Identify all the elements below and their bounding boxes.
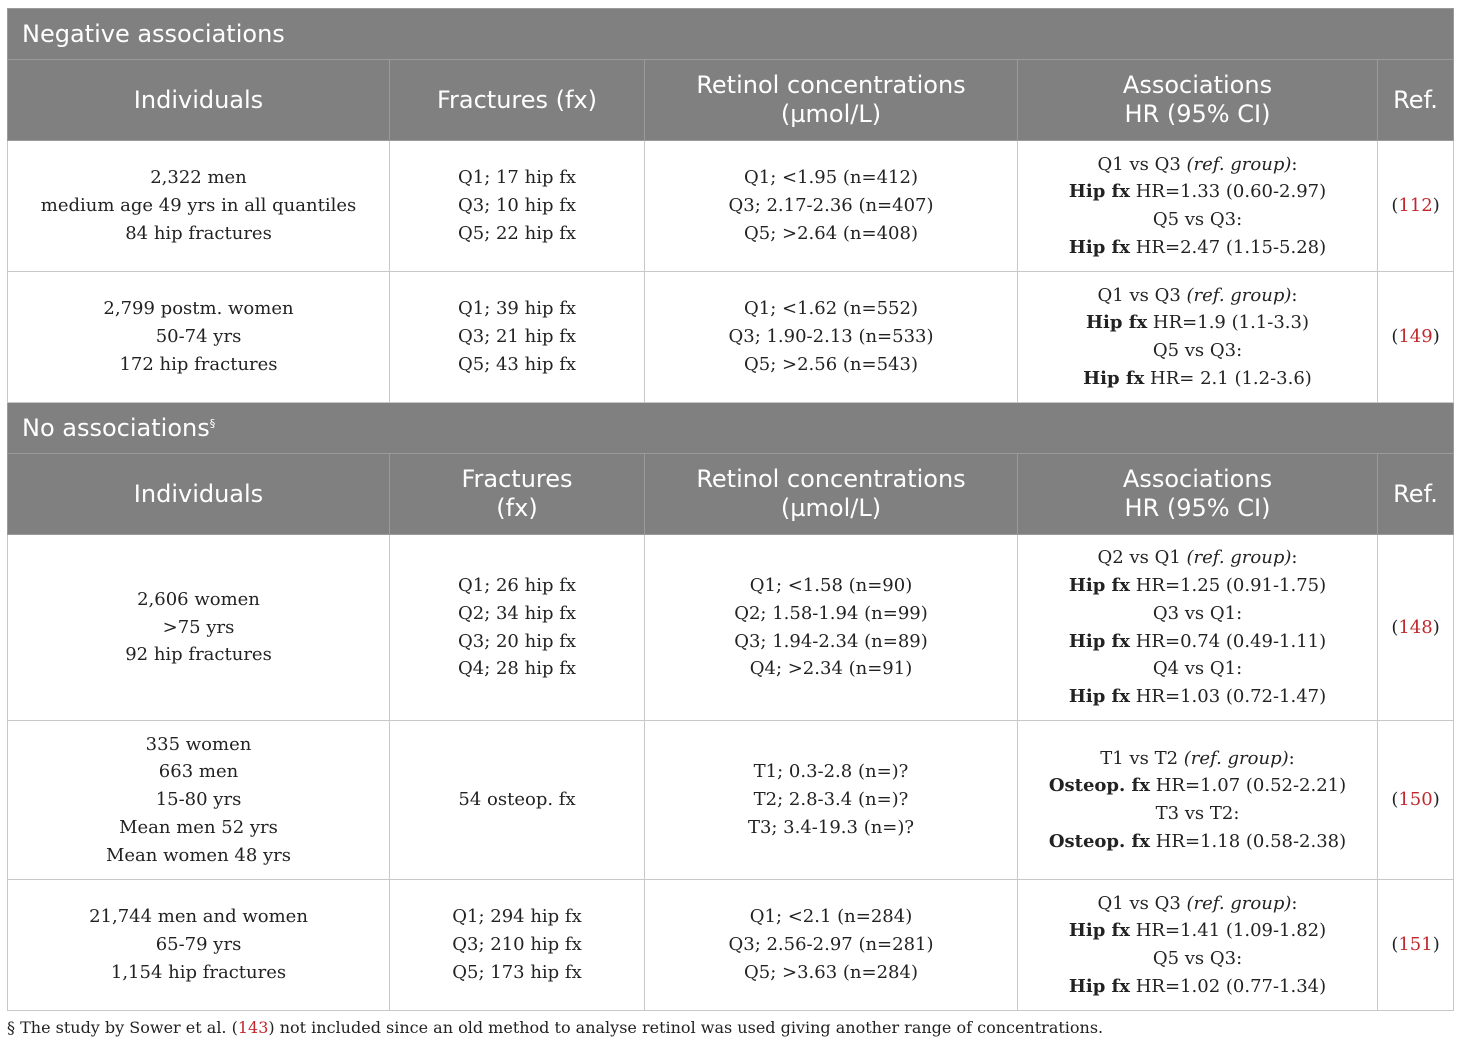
assoc-fx-type: Hip fx [1068, 920, 1131, 942]
section-header [8, 9, 1454, 60]
assoc-line [1018, 683, 1377, 711]
ref-paren: ) [1432, 616, 1440, 638]
assoc-line: Q3 vs Q1: [1152, 602, 1243, 624]
column-header-row [8, 60, 1454, 141]
assoc-line [1018, 628, 1377, 656]
cell-individuals [8, 272, 390, 403]
cell-ref [1378, 880, 1454, 1011]
cell-line: 54 osteop. fx [458, 789, 576, 811]
assoc-hr: HR=1.9 (1.1-3.3) [1147, 312, 1309, 334]
table-row [8, 272, 1454, 403]
cell-line: Q3; 2.56-2.97 (n=281) [728, 934, 934, 956]
ref-paren: ( [1391, 326, 1399, 348]
assoc-comparison: T1 vs T2 [1100, 747, 1184, 769]
cell-line: Q1; 17 hip fx [457, 167, 577, 189]
assoc-line [1018, 772, 1377, 800]
assoc-comparison: Q1 vs Q3 [1097, 284, 1187, 306]
cell-line: Q3; 210 hip fx [452, 934, 582, 956]
cell-associations [1018, 272, 1378, 403]
header-line: Ref. [1393, 85, 1438, 114]
assoc-fx-type: Hip fx [1086, 312, 1148, 334]
assoc-fx-type: Osteop. fx [1048, 775, 1151, 797]
cell-line: 92 hip fractures [125, 644, 272, 666]
cell-line: Q5; >2.56 (n=543) [744, 353, 918, 375]
cell-individuals [8, 535, 390, 721]
header-line: HR (95% CI) [1124, 494, 1271, 522]
assoc-colon: : [1291, 547, 1298, 569]
cell-line: Q1; <2.1 (n=284) [749, 906, 913, 928]
ref-link[interactable]: 150 [1398, 789, 1433, 811]
assoc-line [1018, 572, 1377, 600]
cell-line: 50-74 yrs [155, 326, 242, 348]
assoc-hr: HR=1.03 (0.72-1.47) [1130, 685, 1327, 707]
cell-line: T1; 0.3-2.8 (n=)? [753, 761, 909, 783]
cell-retinol [645, 141, 1018, 272]
header-line: Associations [1122, 71, 1273, 99]
cell-fractures [390, 721, 645, 880]
assoc-hr: HR=2.47 (1.15-5.28) [1130, 236, 1327, 258]
cell-line: Q2; 34 hip fx [457, 602, 577, 624]
assoc-hr: HR=1.02 (0.77-1.34) [1130, 975, 1327, 997]
header-line: HR (95% CI) [1124, 100, 1271, 128]
col-header-fractures [390, 454, 645, 535]
cell-line: 2,606 women [137, 588, 260, 610]
cell-individuals [8, 141, 390, 272]
cell-line: T3; 3.4-19.3 (n=)? [747, 816, 915, 838]
section-title-cell [8, 403, 1454, 454]
cell-line: 65-79 yrs [155, 934, 242, 956]
table-row [8, 141, 1454, 272]
cell-retinol [645, 880, 1018, 1011]
cell-line: 172 hip fractures [119, 353, 278, 375]
footnote [7, 1018, 1103, 1037]
header-line: Fractures [461, 465, 573, 493]
assoc-colon: : [1288, 747, 1295, 769]
section-title: No associations [22, 414, 210, 442]
cell-line: Q1; <1.58 (n=90) [749, 575, 913, 597]
footnote-text-end: ) not included since an old method to analyse retinol was used giving another range of concentrations. [268, 1018, 1104, 1037]
header-line: Retinol concentrations [696, 71, 966, 99]
assoc-fx-type: Hip fx [1083, 367, 1145, 389]
col-header-associations [1018, 454, 1378, 535]
cell-line: 1,154 hip fractures [110, 961, 287, 983]
col-header-ref [1378, 60, 1454, 141]
assoc-line: Q5 vs Q3: [1152, 209, 1243, 230]
cell-line: 84 hip fractures [125, 222, 272, 244]
cell-ref [1378, 272, 1454, 403]
cell-line: Q1; 39 hip fx [457, 298, 577, 320]
assoc-line [1018, 365, 1377, 393]
assoc-line [1018, 178, 1377, 206]
col-header-retinol [645, 454, 1018, 535]
cell-associations [1018, 721, 1378, 880]
assoc-fx-type: Hip fx [1068, 575, 1131, 597]
assoc-colon: : [1291, 284, 1298, 306]
ref-paren: ( [1391, 616, 1399, 638]
column-header-row [8, 454, 1454, 535]
assoc-fx-type: Hip fx [1068, 236, 1131, 258]
assoc-colon: : [1291, 153, 1298, 175]
cell-ref [1378, 535, 1454, 721]
cell-line: Q5; 173 hip fx [452, 961, 582, 983]
cell-fractures [390, 535, 645, 721]
assoc-line: Q5 vs Q3: [1152, 340, 1243, 361]
assoc-line [1018, 745, 1377, 773]
assoc-ref-group: (ref. group) [1186, 153, 1292, 175]
cell-retinol [645, 535, 1018, 721]
section-title-cell [8, 9, 1454, 60]
assoc-comparison: Q1 vs Q3 [1097, 153, 1187, 175]
header-line: (µmol/L) [780, 494, 882, 522]
header-line: (fx) [496, 494, 538, 522]
cell-line: medium age 49 yrs in all quantiles [40, 195, 357, 217]
col-header-ref [1378, 454, 1454, 535]
cell-line: 663 men [158, 761, 239, 783]
cell-fractures [390, 272, 645, 403]
assoc-line [1018, 973, 1377, 1001]
cell-ref [1378, 141, 1454, 272]
assoc-comparison: Q2 vs Q1 [1097, 547, 1187, 569]
cell-line: Q3; 20 hip fx [457, 630, 577, 652]
col-header-associations [1018, 60, 1378, 141]
cell-ref [1378, 721, 1454, 880]
cell-associations [1018, 880, 1378, 1011]
cell-individuals [8, 721, 390, 880]
assoc-line [1018, 828, 1377, 856]
header-line: Retinol concentrations [696, 465, 966, 493]
cell-line: Q3; 10 hip fx [457, 195, 577, 217]
cell-line: Q3; 1.94-2.34 (n=89) [734, 630, 928, 652]
cell-fractures [390, 141, 645, 272]
cell-line: Mean men 52 yrs [119, 816, 278, 838]
assoc-hr: HR=0.74 (0.49-1.11) [1130, 630, 1327, 652]
cell-line: Q5; 43 hip fx [457, 353, 577, 375]
header-line: Individuals [133, 85, 264, 114]
ref-paren: ) [1432, 789, 1440, 811]
assoc-comparison: Q1 vs Q3 [1097, 892, 1187, 914]
col-header-fractures [390, 60, 645, 141]
cell-line: Q5; 22 hip fx [457, 222, 577, 244]
retinol-fracture-table [7, 8, 1454, 1011]
table-row [8, 535, 1454, 721]
ref-paren: ( [1391, 195, 1399, 217]
assoc-ref-group: (ref. group) [1183, 747, 1289, 769]
assoc-ref-group: (ref. group) [1186, 892, 1292, 914]
assoc-ref-group: (ref. group) [1186, 547, 1292, 569]
assoc-line: Q4 vs Q1: [1152, 658, 1243, 680]
assoc-line [1018, 309, 1377, 337]
assoc-line: T3 vs T2: [1155, 803, 1240, 824]
assoc-fx-type: Osteop. fx [1048, 830, 1151, 852]
cell-line: Q1; <1.62 (n=552) [744, 298, 918, 320]
cell-line: 15-80 yrs [155, 789, 242, 811]
assoc-hr: HR=1.07 (0.52-2.21) [1150, 775, 1347, 797]
table-row [8, 880, 1454, 1011]
cell-line: 335 women [145, 733, 252, 755]
ref-paren: ) [1432, 195, 1440, 217]
assoc-line: Q5 vs Q3: [1152, 948, 1243, 969]
cell-line: Mean women 48 yrs [105, 844, 292, 866]
ref-paren: ) [1432, 326, 1440, 348]
cell-line: Q1; 294 hip fx [452, 906, 582, 928]
assoc-colon: : [1291, 892, 1298, 914]
cell-retinol [645, 721, 1018, 880]
cell-line: Q3; 1.90-2.13 (n=533) [728, 326, 934, 348]
cell-line: Q1; <1.95 (n=412) [744, 167, 918, 189]
assoc-line [1018, 917, 1377, 945]
assoc-line [1018, 890, 1377, 918]
cell-line: 2,799 postm. women [103, 298, 294, 320]
assoc-line [1018, 151, 1377, 179]
assoc-hr: HR=1.18 (0.58-2.38) [1150, 830, 1347, 852]
ref-link[interactable]: 151 [1398, 934, 1433, 956]
cell-line: T2; 2.8-3.4 (n=)? [753, 789, 909, 811]
ref-link[interactable]: 112 [1398, 195, 1433, 217]
cell-line: Q3; 21 hip fx [457, 326, 577, 348]
cell-line: Q4; >2.34 (n=91) [749, 658, 913, 680]
footnote-ref-link[interactable]: 143 [237, 1018, 269, 1037]
col-header-retinol [645, 60, 1018, 141]
cell-line: Q1; 26 hip fx [457, 575, 577, 597]
section-title-mark: § [209, 417, 216, 430]
cell-line: 21,744 men and women [89, 906, 308, 928]
assoc-fx-type: Hip fx [1068, 685, 1131, 707]
assoc-fx-type: Hip fx [1068, 630, 1131, 652]
ref-paren: ( [1391, 789, 1399, 811]
assoc-fx-type: Hip fx [1068, 181, 1131, 203]
cell-line: Q5; >3.63 (n=284) [744, 961, 918, 983]
cell-line: Q3; 2.17-2.36 (n=407) [728, 195, 934, 217]
cell-line: Q5; >2.64 (n=408) [744, 222, 918, 244]
header-line: (µmol/L) [780, 100, 882, 128]
cell-line: >75 yrs [162, 616, 235, 638]
ref-paren: ) [1432, 934, 1440, 956]
header-line: Associations [1122, 465, 1273, 493]
section-title: Negative associations [22, 20, 285, 48]
cell-line: Q2; 1.58-1.94 (n=99) [734, 602, 928, 624]
assoc-fx-type: Hip fx [1068, 975, 1131, 997]
assoc-line [1018, 544, 1377, 572]
cell-line: Q4; 28 hip fx [457, 658, 577, 680]
header-line: Fractures (fx) [436, 85, 598, 114]
col-header-individuals [8, 454, 390, 535]
assoc-hr: HR=1.25 (0.91-1.75) [1130, 575, 1327, 597]
col-header-individuals [8, 60, 390, 141]
section-header [8, 403, 1454, 454]
footnote-text: § The study by Sower et al. ( [7, 1018, 238, 1037]
assoc-hr: HR=1.33 (0.60-2.97) [1130, 181, 1327, 203]
header-line: Ref. [1393, 479, 1438, 508]
assoc-line [1018, 282, 1377, 310]
assoc-line [1018, 234, 1377, 262]
header-line: Individuals [133, 479, 264, 508]
assoc-hr: HR=1.41 (1.09-1.82) [1130, 920, 1327, 942]
ref-paren: ( [1391, 934, 1399, 956]
table-row [8, 721, 1454, 880]
cell-fractures [390, 880, 645, 1011]
ref-link[interactable]: 148 [1398, 616, 1433, 638]
ref-link[interactable]: 149 [1398, 326, 1433, 348]
cell-line: 2,322 men [150, 167, 247, 189]
cell-individuals [8, 880, 390, 1011]
cell-retinol [645, 272, 1018, 403]
assoc-hr: HR= 2.1 (1.2-3.6) [1144, 367, 1312, 389]
cell-associations [1018, 141, 1378, 272]
cell-associations [1018, 535, 1378, 721]
assoc-ref-group: (ref. group) [1186, 284, 1292, 306]
